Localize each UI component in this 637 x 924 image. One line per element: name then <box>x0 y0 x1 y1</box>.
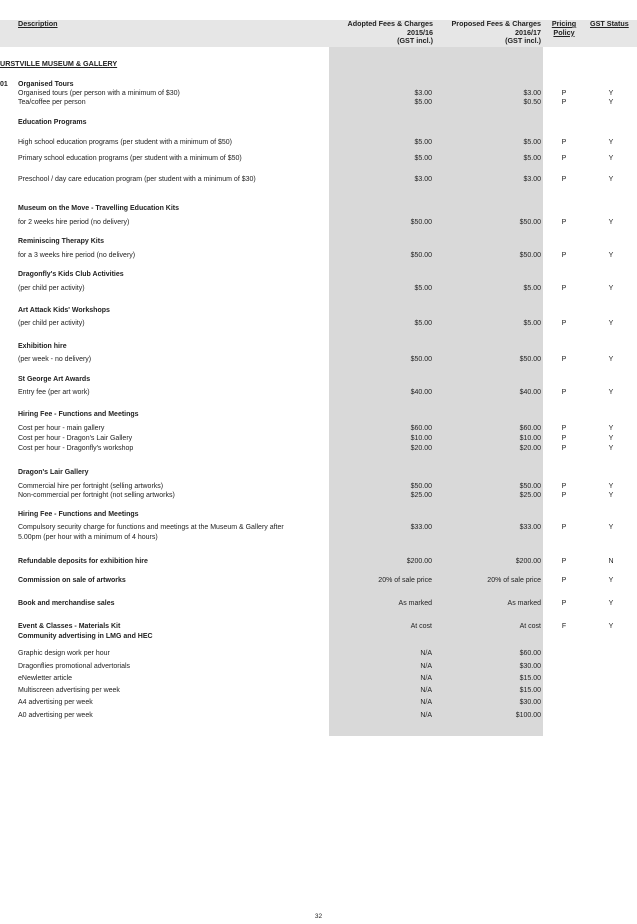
gst-status: Y <box>608 492 614 499</box>
header-band <box>0 20 637 47</box>
row-description: 5.00pm (per hour with a minimum of 4 hours) <box>18 534 158 541</box>
table-row <box>0 424 637 434</box>
adopted-fee: 20% of sale price <box>378 577 432 584</box>
pricing-policy: P <box>561 320 567 327</box>
adopted-fee: $3.00 <box>414 176 432 183</box>
table-row <box>0 270 637 280</box>
table-row <box>0 410 637 420</box>
gst-status: Y <box>608 219 614 226</box>
row-heading: Event & Classes - Materials Kit <box>18 623 121 630</box>
adopted-fee: $25.00 <box>410 492 432 499</box>
gst-status: Y <box>608 139 614 146</box>
row-description: Primary school education programs (per student with a minimum of $50) <box>18 155 242 162</box>
row-heading: Dragonfly's Kids Club Activities <box>18 271 124 278</box>
table-row <box>0 491 637 501</box>
table-row <box>0 510 637 520</box>
gst-status: Y <box>608 99 614 106</box>
proposed-fee: $20.00 <box>519 445 541 452</box>
adopted-fee: $50.00 <box>410 356 432 363</box>
adopted-fee: $50.00 <box>410 219 432 226</box>
pricing-policy: P <box>561 176 567 183</box>
adopted-fee: $5.00 <box>414 99 432 106</box>
adopted-fee: $33.00 <box>410 524 432 531</box>
table-row <box>0 468 637 478</box>
row-description: for a 3 weeks hire period (no delivery) <box>18 252 136 259</box>
proposed-fee: $15.00 <box>519 687 541 694</box>
proposed-fee: $50.00 <box>519 356 541 363</box>
adopted-fee: N/A <box>420 699 432 706</box>
adopted-fee: N/A <box>420 663 432 670</box>
row-description: (per week - no delivery) <box>18 356 92 363</box>
pricing-policy: F <box>561 623 567 630</box>
gst-status: Y <box>608 176 614 183</box>
section-title: URSTVILLE MUSEUM & GALLERY <box>0 59 118 68</box>
pricing-policy: P <box>561 389 567 396</box>
pricing-policy: P <box>561 139 567 146</box>
adopted-fee: $50.00 <box>410 252 432 259</box>
proposed-fee: $0.50 <box>523 99 541 106</box>
proposed-fee: $200.00 <box>515 558 541 565</box>
row-heading: Community advertising in LMG and HEC <box>18 633 153 640</box>
gst-status: Y <box>608 356 614 363</box>
proposed-fee: $25.00 <box>519 492 541 499</box>
item-number: 01 <box>0 81 8 88</box>
proposed-fee: $40.00 <box>519 389 541 396</box>
table-row <box>0 118 637 128</box>
pricing-policy: P <box>561 99 567 106</box>
pricing-policy: P <box>561 600 567 607</box>
table-row <box>0 218 637 228</box>
table-row <box>0 557 637 567</box>
row-description: Compulsory security charge for functions and meetings at the Museum & Gallery after <box>18 524 284 531</box>
gst-status: Y <box>608 524 614 531</box>
row-description: for 2 weeks hire period (no delivery) <box>18 219 130 226</box>
table-row <box>0 306 637 316</box>
adopted-fee: $5.00 <box>414 139 432 146</box>
row-description: Graphic design work per hour <box>18 650 110 657</box>
row-heading: Commission on sale of artworks <box>18 577 126 584</box>
row-heading: Hiring Fee - Functions and Meetings <box>18 511 139 518</box>
table-row <box>0 154 637 164</box>
gst-status: Y <box>608 285 614 292</box>
table-row <box>0 674 637 684</box>
header-proposed: Proposed Fees & Charges 2016/17 (GST incl.) <box>451 19 541 46</box>
pricing-policy: P <box>561 524 567 531</box>
proposed-fee: $10.00 <box>519 435 541 442</box>
row-description: Cost per hour - main gallery <box>18 425 105 432</box>
row-description: Tea/coffee per person <box>18 99 86 106</box>
row-description: eNewletter article <box>18 675 73 682</box>
gst-status: Y <box>608 445 614 452</box>
proposed-fee: $30.00 <box>519 699 541 706</box>
proposed-fee: $5.00 <box>523 155 541 162</box>
row-description: Commercial hire per fortnight (selling artworks) <box>18 483 164 490</box>
proposed-fee: $60.00 <box>519 425 541 432</box>
row-description: (per child per activity) <box>18 285 85 292</box>
pricing-policy: P <box>561 219 567 226</box>
adopted-fee: $40.00 <box>410 389 432 396</box>
header-description: Description <box>18 19 58 28</box>
table-row <box>0 375 637 385</box>
header-pricing-policy: Pricing Policy <box>551 19 577 37</box>
table-row <box>0 342 637 352</box>
pricing-policy: P <box>561 90 567 97</box>
pricing-policy: P <box>561 435 567 442</box>
row-description: High school education programs (per student with a minimum of $50) <box>18 139 232 146</box>
row-description: Cost per hour - Dragonfly's workshop <box>18 445 134 452</box>
table-row <box>0 632 637 642</box>
table-row <box>0 444 637 454</box>
table-row <box>0 686 637 696</box>
adopted-fee: $5.00 <box>414 155 432 162</box>
proposed-fee: As marked <box>507 600 541 607</box>
adopted-fee: $200.00 <box>406 558 432 565</box>
page-number: 32 <box>314 913 323 920</box>
gst-status: Y <box>608 389 614 396</box>
row-description: (per child per activity) <box>18 320 85 327</box>
proposed-fee: $50.00 <box>519 483 541 490</box>
proposed-fee: 20% of sale price <box>487 577 541 584</box>
adopted-fee: $5.00 <box>414 320 432 327</box>
row-description: A0 advertising per week <box>18 712 93 719</box>
row-heading: Dragon's Lair Gallery <box>18 469 89 476</box>
adopted-fee: $5.00 <box>414 285 432 292</box>
table-row <box>0 533 637 543</box>
row-heading: Art Attack Kids' Workshops <box>18 307 110 314</box>
table-row <box>0 319 637 329</box>
gst-status: Y <box>608 577 614 584</box>
table-row <box>0 649 637 659</box>
pricing-policy: P <box>561 492 567 499</box>
row-description: Cost per hour - Dragon's Lair Gallery <box>18 435 133 442</box>
adopted-fee: $20.00 <box>410 445 432 452</box>
proposed-fee: At cost <box>519 623 541 630</box>
adopted-fee: At cost <box>410 623 432 630</box>
adopted-fee: As marked <box>398 600 432 607</box>
table-row <box>0 599 637 609</box>
table-row <box>0 284 637 294</box>
gst-status: Y <box>608 483 614 490</box>
table-row <box>0 175 637 185</box>
proposed-fee: $5.00 <box>523 320 541 327</box>
proposed-fee: $60.00 <box>519 650 541 657</box>
gst-status: Y <box>608 155 614 162</box>
gst-status: Y <box>608 623 614 630</box>
header-gst-status: GST Status <box>590 19 629 28</box>
table-row <box>0 434 637 444</box>
row-description: Non-commercial per fortnight (not selling artworks) <box>18 492 175 499</box>
table-row <box>0 711 637 721</box>
proposed-fee: $100.00 <box>515 712 541 719</box>
proposed-fee: $5.00 <box>523 285 541 292</box>
adopted-fee: $10.00 <box>410 435 432 442</box>
proposed-fee: $3.00 <box>523 176 541 183</box>
pricing-policy: P <box>561 483 567 490</box>
gst-status: Y <box>608 90 614 97</box>
gst-status: Y <box>608 252 614 259</box>
table-row <box>0 251 637 261</box>
table-row <box>0 576 637 586</box>
table-row <box>0 388 637 398</box>
row-description: Preschool / day care education program (per student with a minimum of $30) <box>18 176 256 183</box>
adopted-fee: $3.00 <box>414 90 432 97</box>
proposed-fee: $15.00 <box>519 675 541 682</box>
gst-status: Y <box>608 600 614 607</box>
table-row <box>0 138 637 148</box>
table-row <box>0 523 637 533</box>
row-description: Organised tours (per person with a minimum of $30) <box>18 90 180 97</box>
table-row <box>0 204 637 214</box>
table-row <box>0 698 637 708</box>
row-heading: Education Programs <box>18 119 87 126</box>
row-heading: Organised Tours <box>18 81 74 88</box>
row-description: Entry fee (per art work) <box>18 389 90 396</box>
proposed-fee: $3.00 <box>523 90 541 97</box>
row-description: A4 advertising per week <box>18 699 93 706</box>
pricing-policy: P <box>561 558 567 565</box>
adopted-fee: N/A <box>420 687 432 694</box>
table-row <box>0 237 637 247</box>
pricing-policy: P <box>561 155 567 162</box>
proposed-fee: $5.00 <box>523 139 541 146</box>
row-heading: Exhibition hire <box>18 343 67 350</box>
row-heading: Book and merchandise sales <box>18 600 115 607</box>
adopted-fee: $60.00 <box>410 425 432 432</box>
table-row <box>0 662 637 672</box>
row-heading: Refundable deposits for exhibition hire <box>18 558 148 565</box>
gst-status: Y <box>608 320 614 327</box>
adopted-fee: N/A <box>420 650 432 657</box>
row-heading: Hiring Fee - Functions and Meetings <box>18 411 139 418</box>
pricing-policy: P <box>561 425 567 432</box>
proposed-fee: $50.00 <box>519 219 541 226</box>
gst-status: Y <box>608 425 614 432</box>
adopted-fee: $50.00 <box>410 483 432 490</box>
pricing-policy: P <box>561 285 567 292</box>
pricing-policy: P <box>561 577 567 584</box>
table-row <box>0 622 637 632</box>
pricing-policy: P <box>561 445 567 452</box>
row-heading: Reminiscing Therapy Kits <box>18 238 104 245</box>
table-row <box>0 355 637 365</box>
proposed-fee: $30.00 <box>519 663 541 670</box>
table-row <box>0 98 637 108</box>
pricing-policy: P <box>561 252 567 259</box>
pricing-policy: P <box>561 356 567 363</box>
proposed-fee: $50.00 <box>519 252 541 259</box>
proposed-fee: $33.00 <box>519 524 541 531</box>
row-heading: Museum on the Move - Travelling Education Kits <box>18 205 180 212</box>
header-adopted: Adopted Fees & Charges 2015/16 (GST incl.) <box>347 19 433 46</box>
adopted-fee: N/A <box>420 675 432 682</box>
row-description: Multiscreen advertising per week <box>18 687 120 694</box>
adopted-fee: N/A <box>420 712 432 719</box>
gst-status: N <box>608 558 614 565</box>
row-heading: St George Art Awards <box>18 376 91 383</box>
gst-status: Y <box>608 435 614 442</box>
row-description: Dragonflies promotional advertorials <box>18 663 131 670</box>
